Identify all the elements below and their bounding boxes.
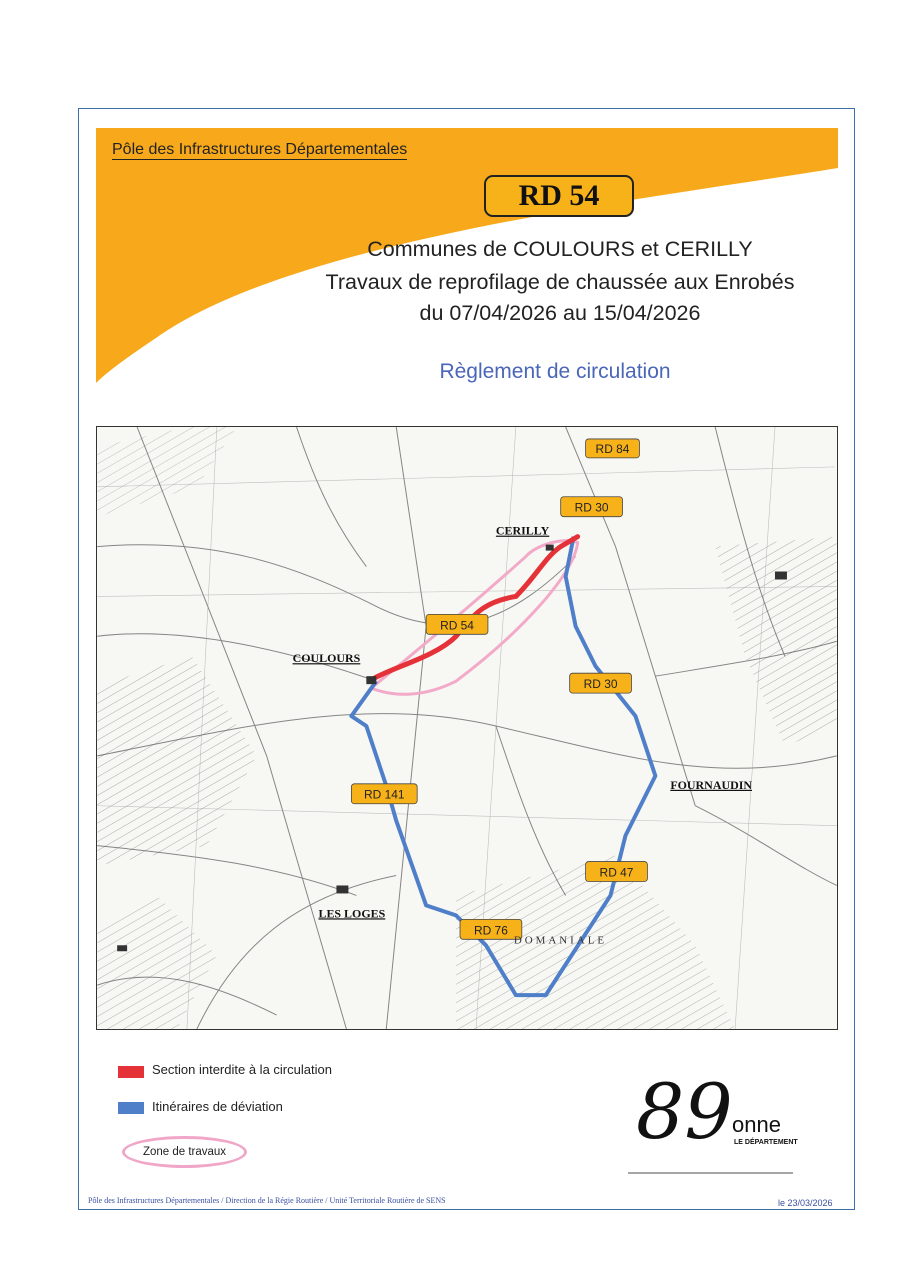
logo-word: onne [732, 1112, 781, 1137]
regulation-subtitle: Règlement de circulation [439, 360, 671, 383]
logo-mark: 89 [636, 1067, 733, 1156]
footer-credits: Pôle des Infrastructures Départementales / Direction de la Régie Routière / Unité Territoriale Routière de SENS [88, 1196, 446, 1205]
town-label-coulours: COULOURS [292, 651, 361, 666]
title-line-3: du 07/04/2026 au 15/04/2026 [419, 301, 701, 325]
legend-zone-oval: Zone de travaux [122, 1136, 247, 1168]
road-badge: RD 54 [484, 175, 634, 217]
road-label-rd76: RD 76 [473, 923, 508, 938]
road-label-rd30-north: RD 30 [574, 500, 609, 515]
town-label-cerilly: CERILLY [495, 523, 550, 538]
road-label-rd47: RD 47 [599, 865, 634, 880]
road-label-rd84: RD 84 [595, 441, 630, 456]
footer-date: le 23/03/2026 [778, 1198, 833, 1208]
legend-closed-swatch [118, 1066, 144, 1078]
legend-closed-label: Section interdite à la circulation [152, 1062, 332, 1077]
pole-title: Pôle des Infrastructures Départementales [112, 141, 408, 158]
legend-detour-swatch [118, 1102, 144, 1114]
road-label-rd54: RD 54 [440, 618, 474, 633]
route-map [96, 426, 838, 1030]
forest-label: DOMANIALE [513, 934, 608, 947]
title-line-2: Travaux de reprofilage de chaussée aux Enrobés [325, 270, 795, 294]
town-label-les-loges: LES LOGES [318, 906, 386, 921]
road-label-rd30-south: RD 30 [583, 677, 618, 692]
town-label-fournaudin: FOURNAUDIN [670, 777, 753, 792]
title-line-1: Communes de COULOURS et CERILLY [367, 237, 753, 261]
road-label-rd141: RD 141 [364, 787, 405, 802]
legend-detour-label: Itinéraires de déviation [152, 1099, 283, 1114]
yonne-logo [628, 1060, 798, 1180]
logo-tagline: LE DÉPARTEMENT [734, 1139, 798, 1146]
